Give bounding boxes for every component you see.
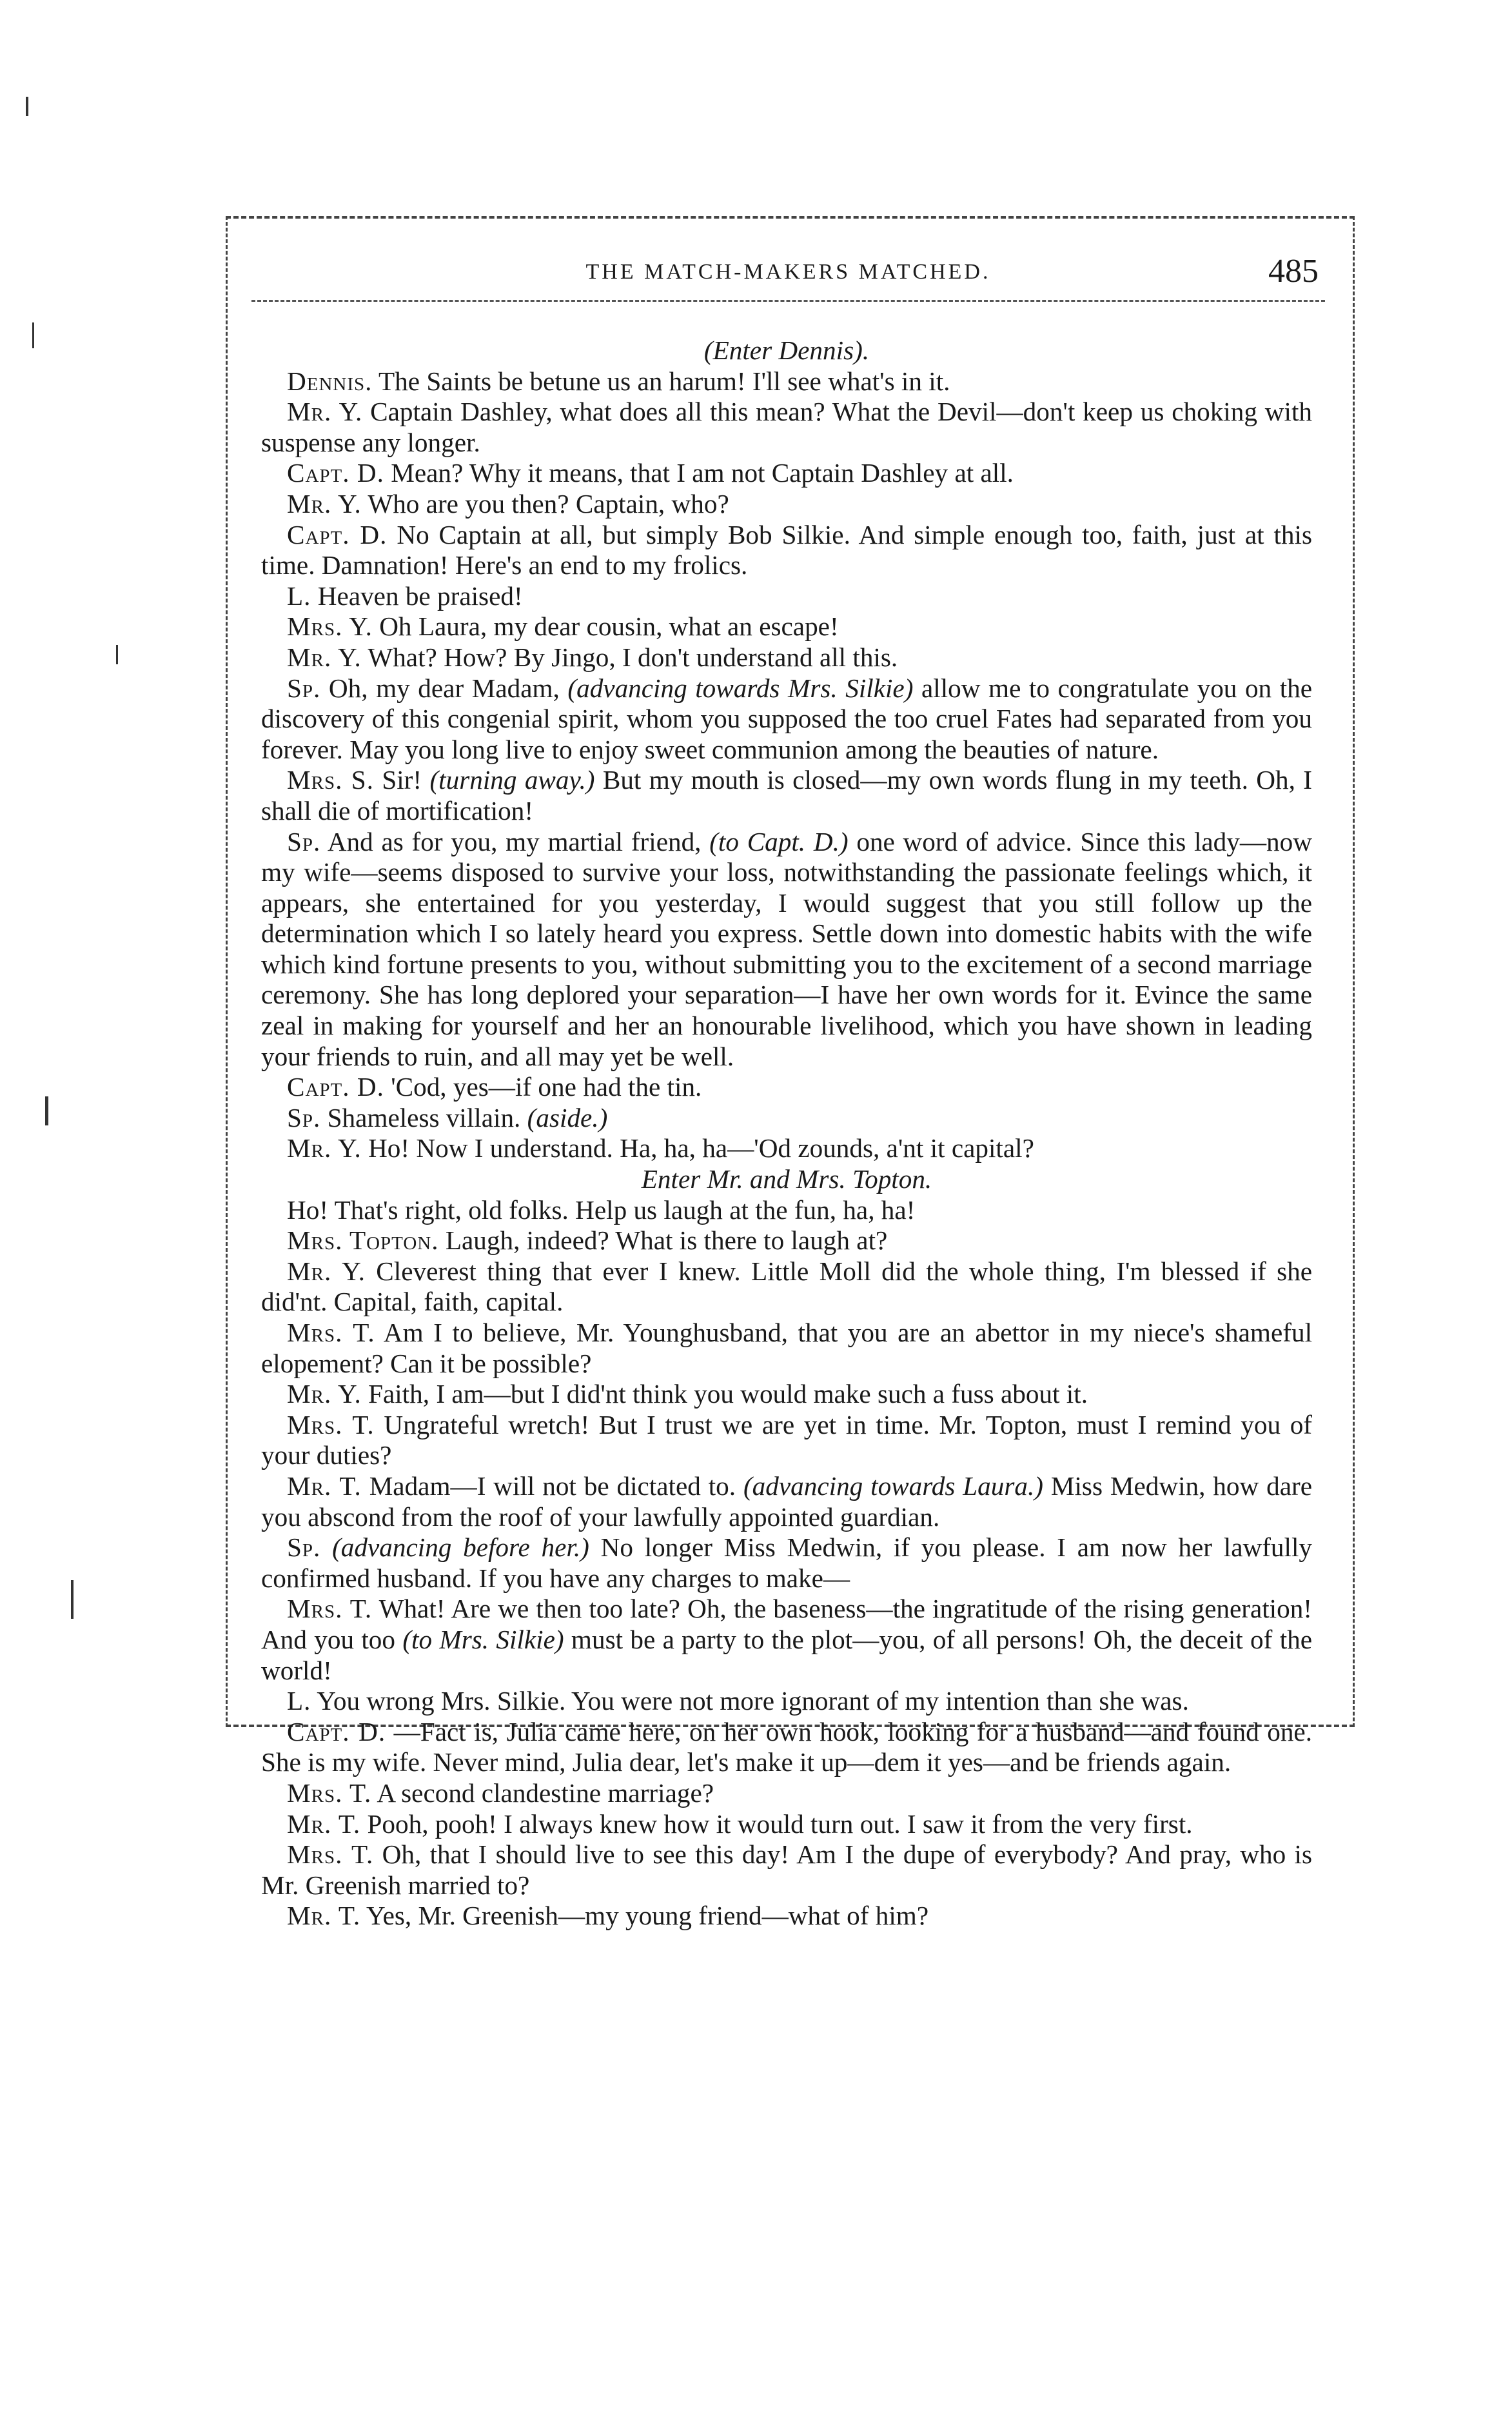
inline-stage-direction: (to Mrs. Silkie) (402, 1624, 564, 1654)
dialogue-text: No longer Miss Medwin, if you please. I am now her lawfully confirmed husband. If you have any charges to make— (261, 1532, 1313, 1593)
speaker-name: Dennis. (287, 366, 373, 396)
dialogue-line (261, 1410, 1312, 1471)
dialogue-text: Yes, Mr. Greenish—my young friend—what of him? (366, 1901, 929, 1931)
dialogue-line (261, 581, 1312, 612)
dialogue-line (261, 1809, 1312, 1840)
running-header (251, 255, 1325, 302)
speaker-name: Capt. D. (287, 1716, 386, 1746)
dialogue-line (261, 520, 1312, 581)
dialogue-text: one word of advice. Since this lady—now my wife—seems disposed to survive your loss, notwithstanding the passionate feelings which, it appears, she entertained for you yesterday, I would suggest that you still follow up the determination which I so lately heard you express. Settle down into domestic habits with the wife which kind fortune presents to you, without submitting you to the excitement of a second marriage ceremony. She has long deplored your separation—I have her own words for it. Evince the same zeal in making for yourself and her an honourable livelihood, which you have shown in leading your friends to ruin, and all may yet be well. (261, 826, 1312, 1071)
dialogue-line (261, 1195, 1312, 1226)
dialogue-text: Sir! (382, 765, 430, 795)
speaker-name: Sp. (287, 673, 321, 703)
speaker-name: Capt. D. (287, 519, 388, 549)
dialogue-line (261, 1072, 1312, 1103)
dialogue-text: You wrong Mrs. Silkie. You were not more ignorant of my intention than she was. (317, 1686, 1189, 1716)
dialogue-text: Oh, that I should live to see this day! Am I the dupe of everybody? And pray, who is Mr. Greenish married to? (261, 1839, 1313, 1900)
dialogue-line (261, 1133, 1312, 1164)
speaker-name: Mr. Y. (287, 1256, 366, 1286)
dialogue-text: —Fact is, Julia came here, on her own hook, looking for a husband—and found one. She is my wife. Never mind, Julia dear, let's make it up—dem it yes—and be friends again. (261, 1716, 1312, 1777)
dialogue-line (261, 765, 1312, 826)
dialogue-text: No Captain at all, but simply Bob Silkie. And simple enough too, faith, just at this time. Damnation! Here's an end to my frolics. (261, 519, 1312, 580)
dialogue-line (261, 1379, 1312, 1410)
dialogue-text: What? How? By Jingo, I don't understand all this. (368, 642, 898, 672)
inline-stage-direction: (advancing towards Laura.) (743, 1470, 1043, 1501)
speaker-name: Sp. (287, 1102, 321, 1133)
stage-direction (261, 1164, 1312, 1195)
dialogue-text: Laugh, indeed? What is there to laugh at? (445, 1225, 888, 1256)
dialogue-line (261, 1717, 1312, 1778)
dialogue-line (261, 1594, 1312, 1686)
stage-direction-text: Enter Mr. and Mrs. Topton. (641, 1164, 932, 1194)
speaker-name: Mr. T. (287, 1470, 362, 1501)
dialogue-text: must be a party to the plot—you, of all persons! Oh, the deceit of the world! (261, 1624, 1313, 1685)
speaker-name: Capt. D. (287, 1072, 384, 1102)
dialogue-line (261, 458, 1312, 489)
dialogue-text: allow me to congratulate you on the discovery of this congenial spirit, whom you supposed the too cruel Fates had separated from you forever. May you long live to enjoy sweet communion among the beauties of nature. (261, 673, 1313, 764)
dialogue-text: Ho! That's right, old folks. Help us laugh at the fun, ha, ha! (287, 1194, 916, 1225)
speaker-name: Mrs. Y. (287, 611, 373, 642)
inline-stage-direction: (to Capt. D.) (709, 826, 849, 856)
speaker-name: Mrs. T. (287, 1777, 372, 1808)
dialogue-text: Shameless villain. (327, 1102, 527, 1133)
dialogue-text: Ungrateful wretch! But I trust we are yet in time. Mr. Topton, must I remind you of your duties? (261, 1409, 1312, 1470)
dialogue-line (261, 1225, 1312, 1256)
dialogue-line (261, 1839, 1312, 1901)
dialogue-line (261, 397, 1312, 458)
speaker-name: Mr. Y. (287, 397, 363, 427)
dialogue-line (261, 1686, 1312, 1717)
page-number: 485 (1268, 253, 1319, 290)
speaker-name: Mrs. T. (287, 1318, 375, 1347)
speaker-name: Mr. Y. (287, 642, 362, 672)
dialogue-text: But my mouth is closed—my own words flung in my teeth. Oh, I shall die of mortification! (261, 765, 1312, 826)
speaker-name: Mrs. T. (287, 1409, 375, 1439)
speaker-name: Sp. (287, 826, 321, 856)
dialogue-text: Captain Dashley, what does all this mean? What the Devil—don't keep us choking with suspense any longer. (261, 397, 1312, 457)
inline-stage-direction: (turning away.) (429, 765, 595, 795)
dialogue-line (261, 1901, 1312, 1932)
speaker-name: Mr. Y. (287, 1379, 362, 1409)
dialogue-text: Ho! Now I understand. Ha, ha, ha—'Od zounds, a'nt it capital? (368, 1133, 1034, 1163)
dialogue-text: Cleverest thing that ever I knew. Little Moll did the whole thing, I'm blessed if she did'nt. Capital, faith, capital. (261, 1256, 1313, 1317)
dialogue-text: Who are you then? Captain, who? (368, 488, 729, 519)
stage-direction (261, 335, 1312, 366)
dialogue-text: Madam—I will not be dictated to. (369, 1470, 743, 1501)
speaker-name: Mr. T. (287, 1808, 361, 1839)
dialogue-text: The Saints be betune us an harum! I'll see what's in it. (378, 366, 950, 396)
speaker-name: Sp. (287, 1532, 321, 1563)
dialogue-text: And as for you, my martial friend, (327, 826, 710, 856)
dialogue-text: Am I to believe, Mr. Younghusband, that you are an abettor in my niece's shameful elopement? Can it be possible? (261, 1318, 1313, 1378)
dialogue-line (261, 827, 1312, 1073)
inline-stage-direction: (aside.) (527, 1102, 608, 1133)
running-title: THE MATCH-MAKERS MATCHED. (585, 260, 991, 284)
dialogue-line (261, 673, 1312, 766)
dialogue-line (261, 611, 1312, 642)
stage-direction-text: (Enter Dennis). (703, 335, 870, 365)
dialogue-line (261, 1532, 1312, 1594)
dialogue-line (261, 1778, 1312, 1809)
speaker-name: Mr. Y. (287, 488, 362, 519)
dialogue-line (261, 489, 1312, 520)
speaker-name: Mr. T. (287, 1901, 361, 1931)
dialogue-text: 'Cod, yes—if one had the tin. (391, 1072, 702, 1102)
inline-stage-direction: (advancing before her.) (332, 1532, 589, 1563)
dialogue-line (261, 1103, 1312, 1134)
dialogue-body (261, 335, 1312, 1932)
speaker-name: Mrs. Topton. (287, 1225, 439, 1256)
speaker-name: Mr. Y. (287, 1133, 362, 1163)
speaker-name: L. (287, 1686, 311, 1716)
dialogue-line (261, 642, 1312, 673)
dialogue-text: Pooh, pooh! I always knew how it would turn out. I saw it from the very first. (367, 1808, 1193, 1839)
speaker-name: Mrs. T. (287, 1839, 374, 1870)
dialogue-text: Oh Laura, my dear cousin, what an escape! (379, 611, 839, 642)
dialogue-text: Heaven be praised! (317, 580, 523, 611)
dialogue-text: Mean? Why it means, that I am not Captain Dashley at all. (391, 458, 1014, 488)
inline-stage-direction: (advancing towards Mrs. Silkie) (567, 673, 914, 703)
speaker-name: Mrs. T. (287, 1594, 373, 1624)
speaker-name: L. (287, 580, 311, 611)
dialogue-line (261, 366, 1312, 397)
dialogue-text: Oh, my dear Madam, (328, 673, 568, 703)
dialogue-text: Faith, I am—but I did'nt think you would make such a fuss about it. (368, 1379, 1088, 1409)
dialogue-line (261, 1318, 1312, 1379)
dialogue-line (261, 1256, 1312, 1318)
dialogue-text: Miss Medwin, how dare you abscond from the roof of your lawfully appointed guardian. (261, 1470, 1312, 1532)
speaker-name: Capt. D. (287, 458, 384, 488)
dialogue-text: What! Are we then too late? Oh, the baseness—the ingratitude of the rising generation! And you too (261, 1594, 1313, 1654)
dialogue-line (261, 1471, 1312, 1532)
dialogue-text: A second clandestine marriage? (377, 1777, 714, 1808)
speaker-name: Mrs. S. (287, 765, 374, 795)
